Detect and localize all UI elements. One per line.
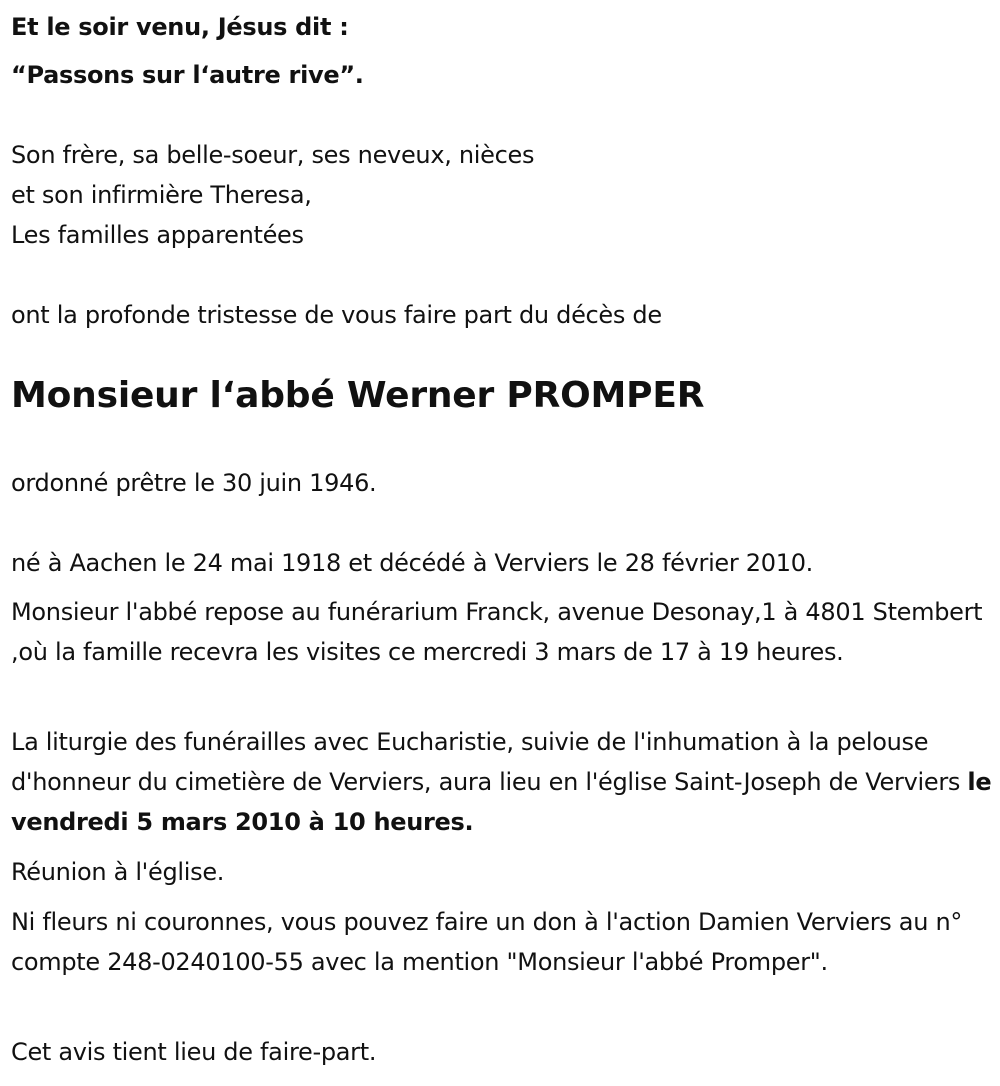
verse-line-1: Et le soir venu, Jésus dit :: [11, 13, 349, 41]
liturgy-text: La liturgie des funérailles avec Eucharistie, suivie de l'inhumation à la pelouse d'honneur du cimetière de Verviers, aura lieu en l'église Saint-Joseph de Verviers: [11, 728, 968, 796]
liturgy-date: le vendredi 5 mars 2010 à 10 heures.: [11, 768, 992, 836]
donation-paragraph: Ni fleurs ni couronnes, vous pouvez faire un don à l'action Damien Verviers au n° compte 248-0240100-55 avec la mention "Monsieur l'abbé Promper".: [11, 908, 963, 976]
family-line-3: Les familles apparentées: [11, 221, 304, 249]
liturgy-paragraph: [11, 722, 996, 842]
funerarium-paragraph: Monsieur l'abbé repose au funérarium Franck, avenue Desonay,1 à 4801 Stembert ,où la famille recevra les visites ce mercredi 3 mars de 17 à 19 heures.: [11, 598, 983, 666]
closing-note: Cet avis tient lieu de faire-part.: [11, 1038, 377, 1066]
family-line-2: et son infirmière Theresa,: [11, 181, 312, 209]
family-line-1: Son frère, sa belle-soeur, ses neveux, nièces: [11, 141, 535, 169]
meeting-info: Réunion à l'église.: [11, 858, 225, 886]
announcement-text: ont la profonde tristesse de vous faire part du décès de: [11, 301, 662, 329]
verse-line-2: “Passons sur l‘autre rive”.: [11, 61, 364, 89]
ordination-date: ordonné prêtre le 30 juin 1946.: [11, 469, 377, 497]
deceased-name: Monsieur l‘abbé Werner PROMPER: [11, 375, 705, 416]
birth-death-dates: né à Aachen le 24 mai 1918 et décédé à Verviers le 28 février 2010.: [11, 549, 814, 577]
